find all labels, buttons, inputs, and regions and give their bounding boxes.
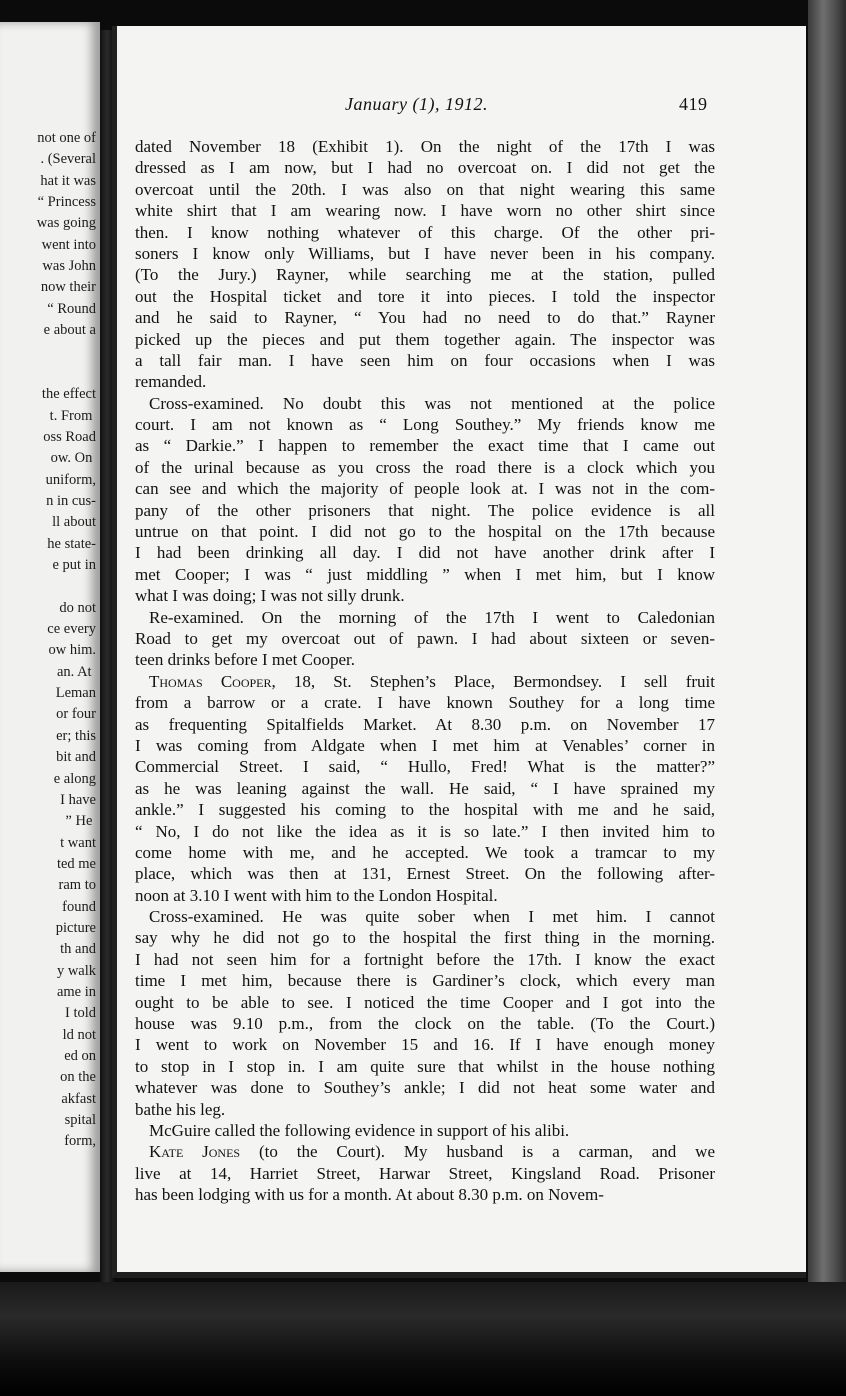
text-line: as “ Darkie.” I happen to remember the exact time that I came out: [135, 436, 715, 456]
previous-page-line: went into: [41, 236, 96, 253]
text-line: I had been drinking all day. I did not have another drink after I: [135, 543, 715, 563]
text-line: Kate Jones (to the Court). My husband is a carman, and we: [149, 1142, 715, 1162]
text-line: what I was doing; I was not silly drunk.: [135, 586, 405, 606]
previous-page-line: ow him.: [48, 642, 96, 659]
text-line: Cross-examined. He was quite sober when I met him. I cannot: [149, 907, 715, 927]
previous-page-line: now their: [40, 279, 96, 296]
paragraph: [135, 136, 715, 393]
paragraph: [135, 906, 715, 1120]
text-line: and he said to Rayner, “ You had no need to do that.” Rayner: [135, 308, 715, 328]
previous-page-line: form,: [64, 1133, 96, 1150]
text-line: “ No, I do not like the idea as it is so late.” I then invited him to: [135, 821, 715, 841]
previous-page-line: ” He: [65, 813, 93, 830]
text-line: overcoat until the 20th. I was also on that night wearing this same: [135, 179, 715, 199]
text-line: McGuire called the following evidence in support of his alibi.: [149, 1120, 570, 1140]
previous-page-line: ld not: [62, 1026, 96, 1043]
previous-page-line: ce every: [47, 621, 96, 638]
page-number: 419: [679, 94, 708, 114]
previous-page-line: I have: [60, 791, 96, 808]
paragraph: [135, 393, 715, 607]
text-line: bathe his leg.: [135, 1099, 226, 1119]
text-line: untrue on that point. I did not go to the hospital on the 17th because: [135, 522, 715, 542]
text-line: remanded.: [135, 372, 207, 392]
previous-page-line: t. From: [49, 407, 93, 424]
paragraph: [135, 1120, 715, 1141]
text-line: of the urinal because as you cross the road there is a clock which you: [135, 457, 715, 477]
previous-page-line: ram to: [58, 877, 96, 894]
text-line: Re-examined. On the morning of the 17th I went to Caledonian: [149, 607, 715, 627]
previous-page-line: ll about: [52, 514, 96, 531]
text-line: ought to be able to see. I noticed the time Cooper and I got into the: [135, 992, 715, 1012]
paragraph: [135, 1141, 715, 1205]
text-line: soners I know only Williams, but I have never been in his company.: [135, 243, 715, 263]
previous-page-line: an. At: [56, 663, 92, 680]
text-line: as he was leaning against the wall. He said, “ I have sprained my: [135, 778, 715, 798]
previous-page-line: picture: [55, 919, 96, 936]
previous-page-line: ed on: [64, 1048, 96, 1065]
previous-page-line: th and: [60, 941, 96, 958]
text-line: met Cooper; I was “ just middling ” when I met him, but I know: [135, 564, 715, 584]
previous-page-line: akfast: [61, 1090, 96, 1107]
previous-page-line: “ Princess: [37, 194, 96, 211]
witness-name: Kate Jones: [149, 1142, 241, 1162]
text-line: say why he did not go to the hospital the first thing in the morning.: [135, 928, 715, 948]
text-line: can see and which the majority of people look at. I was not in the com-: [135, 479, 715, 499]
paragraph: [135, 671, 715, 906]
previous-page-line: oss Road: [43, 428, 96, 445]
previous-page-line: spital: [64, 1112, 96, 1129]
text-line: teen drinks before I met Cooper.: [135, 650, 355, 670]
previous-page-line: t want: [60, 834, 96, 851]
previous-page-line: e put in: [52, 557, 96, 573]
previous-page-line: n in cus-: [46, 492, 96, 509]
running-head: [117, 94, 806, 114]
text-line: Cross-examined. No doubt this was not mentioned at the police: [149, 393, 715, 413]
film-edge-bottom: [0, 1282, 846, 1396]
previous-page-line: the effect: [41, 386, 96, 403]
text-line: Road to get my overcoat out of pawn. I had about sixteen or seven-: [135, 628, 715, 648]
previous-page-line: e about a: [43, 322, 96, 339]
previous-page-line: was going: [36, 215, 96, 232]
text-line: dressed as I am now, but I had no overcoat on. I did not get the: [135, 158, 715, 178]
previous-page-line: or four: [56, 706, 96, 723]
film-edge-right: [808, 0, 846, 1300]
previous-page-line: y walk: [56, 962, 96, 979]
text-line: (To the Jury.) Rayner, while searching me at the station, pulled: [135, 265, 715, 285]
text-line: white shirt that I am wearing now. I have worn no other shirt since: [135, 201, 715, 221]
previous-page-fragment: [0, 22, 100, 1272]
text-line: I had not seen him for a fortnight before the 17th. I know the exact: [135, 949, 715, 969]
witness-name: Thomas Cooper: [149, 671, 272, 691]
previous-page-line: e along: [53, 770, 96, 787]
previous-page-line: Leman: [55, 685, 96, 702]
previous-page-line: “ Round: [47, 300, 96, 317]
previous-page-line: ted me: [56, 855, 96, 872]
text-line: dated November 18 (Exhibit 1). On the night of the 17th I was: [135, 137, 715, 156]
text-line: court. I am not known as “ Long Southey.” My friends know me: [135, 415, 715, 435]
text-line: ankle.” I suggested his coming to the hospital with me and he said,: [135, 800, 715, 820]
previous-page-line: ame in: [56, 984, 96, 1000]
previous-page-line: . (Several: [40, 151, 96, 168]
text-line: whatever was done to Southey’s ankle; I did not heat some water and: [135, 1078, 715, 1098]
text-line: house was 9.10 p.m., from the clock on the table. (To the Court.): [135, 1014, 715, 1034]
text-line: noon at 3.10 I went with him to the London Hospital.: [135, 885, 498, 905]
previous-page-line: I told: [64, 1005, 96, 1022]
text-line: from a barrow or a crate. I have known Southey for a long time: [135, 693, 715, 713]
text-line: has been lodging with us for a month. At about 8.30 p.m. on Novem-: [135, 1185, 604, 1205]
text-line: then. I know nothing whatever of this charge. Of the other pri-: [135, 222, 715, 242]
previous-page-line: uniform,: [45, 471, 96, 488]
text-line: Thomas Cooper, 18, St. Stephen’s Place, Bermondsey. I sell fruit: [149, 671, 716, 691]
previous-page-line: bit and: [56, 749, 96, 766]
text-line: as frequenting Spitalfields Market. At 8.30 p.m. on November 17: [135, 714, 715, 734]
text-line: come home with me, and he accepted. We took a tramcar to my: [135, 842, 715, 862]
text-line: I went to work on November 15 and 16. If I have enough money: [135, 1035, 715, 1055]
book-page: [112, 26, 806, 1278]
text-line: to stop in I stop in. I am quite sure that whilst in the house nothing: [135, 1056, 715, 1076]
text-line: time I met him, because there is Gardiner’s clock, which every man: [135, 971, 715, 991]
text-line: a tall fair man. I have seen him on four occasions when I was: [135, 350, 715, 370]
previous-page-line: not one of: [37, 130, 96, 146]
text-line: live at 14, Harriet Street, Harwar Street, Kingsland Road. Prisoner: [135, 1163, 715, 1183]
previous-page-line: he state-: [47, 535, 96, 552]
previous-page-line: hat it was: [40, 172, 96, 189]
previous-page-line: do not: [59, 599, 96, 616]
text-line: I was coming from Aldgate when I met him at Venables’ corner in: [135, 735, 715, 755]
paragraph: [135, 607, 715, 671]
previous-page-line: ow. On: [50, 450, 93, 467]
previous-page-line: on the: [60, 1069, 96, 1086]
previous-page-line: found: [62, 898, 96, 915]
text-line: Commercial Street. I said, “ Hullo, Fred! What is the matter?”: [135, 757, 715, 777]
text-line: pany of the other prisoners that night. The police evidence is all: [135, 500, 715, 520]
page-header-title: January (1), 1912.: [345, 94, 488, 114]
text-line: place, which was then at 131, Ernest Street. On the following after-: [135, 864, 715, 884]
text-line: out the Hospital ticket and tore it into pieces. I told the inspector: [135, 286, 715, 306]
body-text: [135, 136, 715, 1206]
text-line: picked up the pieces and put them together again. The inspector was: [135, 329, 715, 349]
previous-page-line: was John: [42, 258, 96, 275]
previous-page-line: er; this: [56, 727, 96, 744]
